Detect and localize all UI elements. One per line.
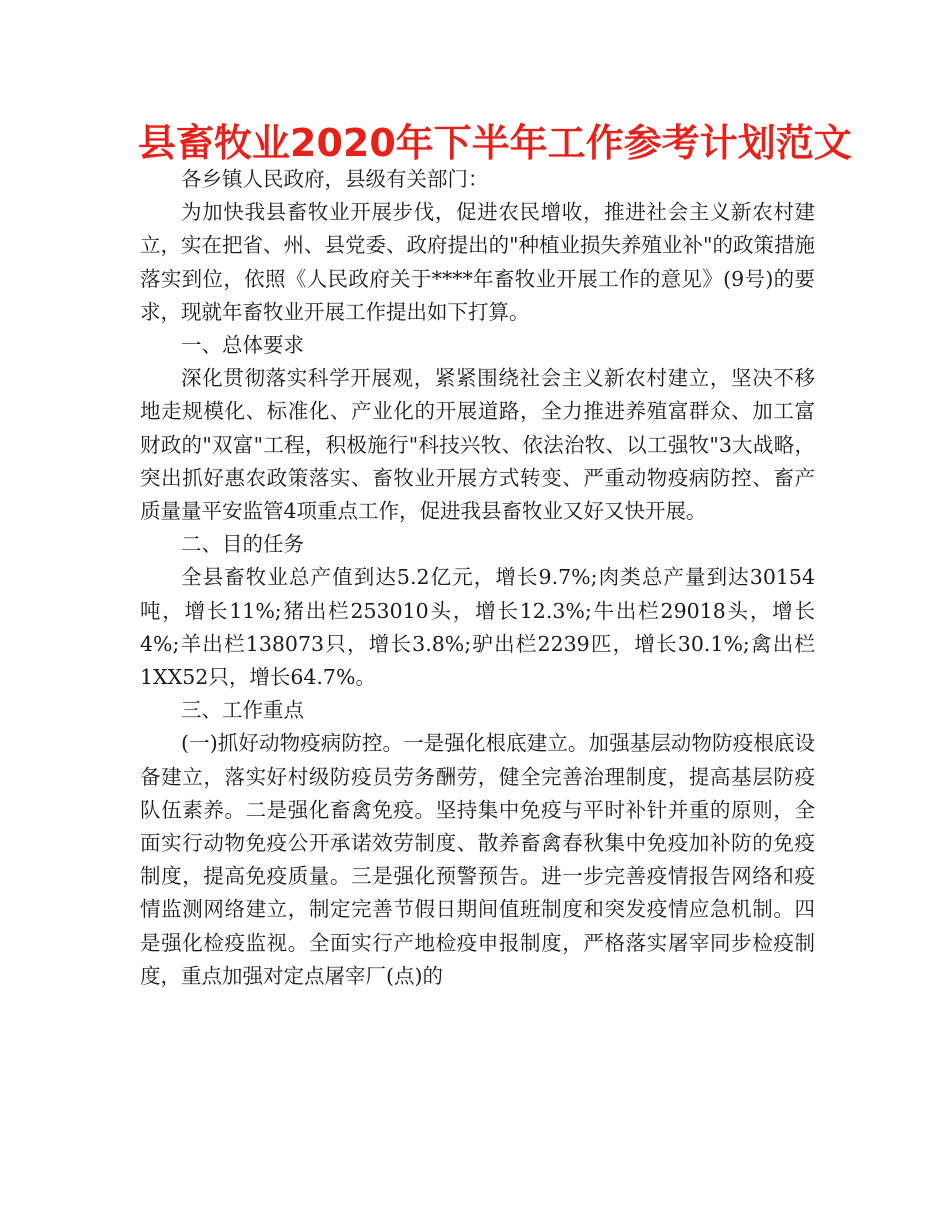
intro-paragraph: 为加快我县畜牧业开展步伐，促进农民增收，推进社会主义新农村建立，实在把省、州、县党委、政府提出的"种植业损失养殖业补"的政策措施落实到位，依照《人民政府关于****年畜牧业开展工作的意见》(9号)的要求，现就年畜牧业开展工作提出如下打算。 <box>140 200 815 324</box>
document-body <box>140 163 815 993</box>
section-heading-3: 三、工作重点 <box>181 698 304 723</box>
salutation: 各乡镇人民政府，县级有关部门： <box>181 167 489 191</box>
section-heading-1: 一、总体要求 <box>181 333 304 358</box>
section-heading-2: 二、目的任务 <box>181 532 304 557</box>
section-paragraph-3: (一)抓好动物疫病防控。一是强化根底建立。加强基层动物防疫根底设备建立，落实好村级防疫员劳务酬劳，健全完善治理制度，提高基层防疫队伍素养。二是强化畜禽免疫。坚持集中免疫与平时补针并重的原则，全面实行动物免疫公开承诺效劳制度、散养畜禽春秋集中免疫加补防的免疫制度，提高免疫质量。三是强化预警预告。进一步完善疫情报告网络和疫情监测网络建立，制定完善节假日期间值班制度和突发疫情应急机制。四是强化检疫监视。全面实行产地检疫申报制度，严格落实屠宰同步检疫制度，重点加强对定点屠宰厂(点)的 <box>140 731 815 988</box>
section-paragraph-2: 全县畜牧业总产值到达5.2亿元，增长9.7%;肉类总产量到达30154吨，增长11%;猪出栏253010头，增长12.3%;牛出栏29018头，增长4%;羊出栏138073只，增长3.8%;驴出栏2239匹，增长30.1%;禽出栏1XX52只，增长64.7%。 <box>140 565 815 690</box>
section-paragraph-1: 深化贯彻落实科学开展观，紧紧围绕社会主义新农村建立，坚决不移地走规模化、标准化、产业化的开展道路，全力推进养殖富群众、加工富财政的"双富"工程，积极施行"科技兴牧、依法治牧、以工强牧"3大战略，突出抓好惠农政策落实、畜牧业开展方式转变、严重动物疫病防控、畜产质量量平安监管4项重点工作，促进我县畜牧业又好又快开展。 <box>140 366 815 524</box>
document-title: 县畜牧业2020年下半年工作参考计划范文 <box>138 121 852 165</box>
